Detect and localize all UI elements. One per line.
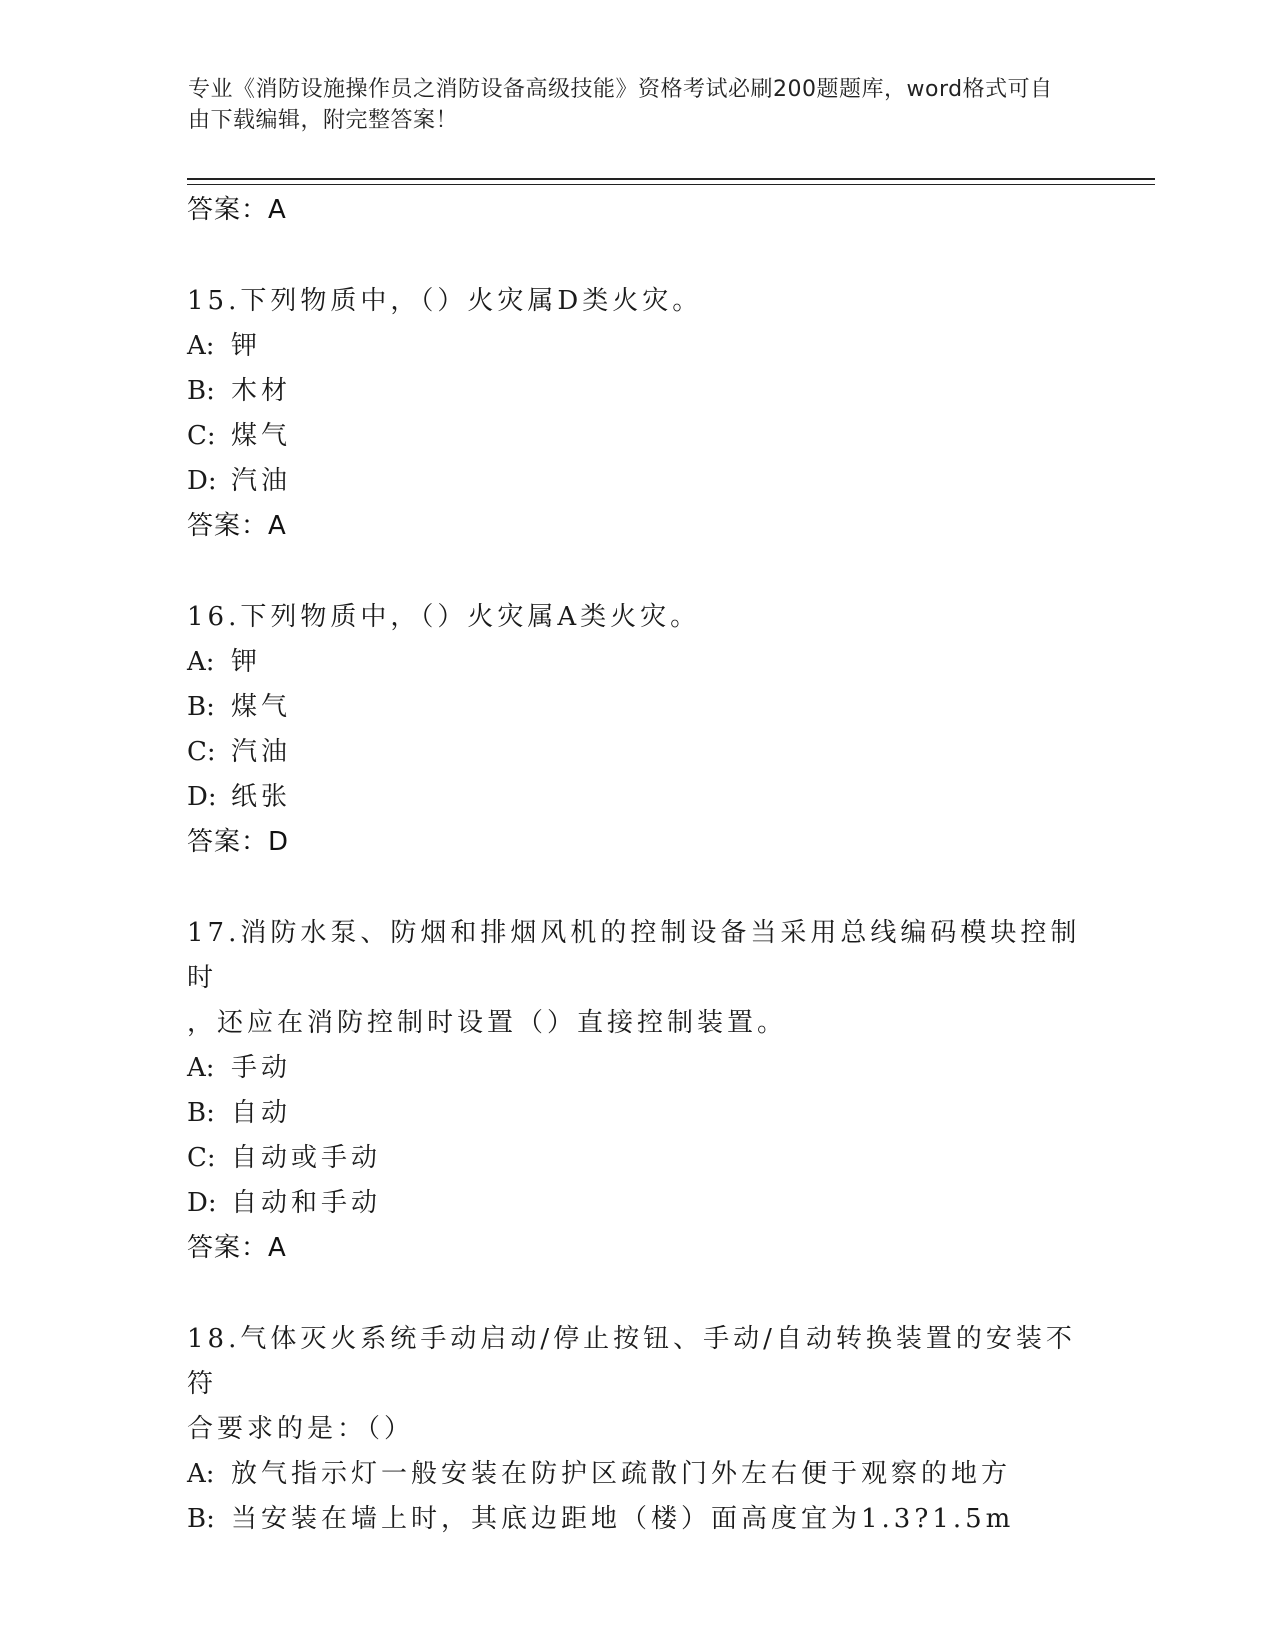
option-a <box>187 1046 1087 1091</box>
question-text-line-1: 17.消防水泵、防烟和排烟风机的控制设备当采用总线编码模块控制时 <box>187 918 1081 993</box>
option-a <box>187 640 1087 685</box>
option-letter: D: <box>187 466 217 496</box>
option-c <box>187 730 1087 775</box>
option-a <box>187 1452 1087 1497</box>
option-letter: C: <box>187 1143 216 1173</box>
option-text: 放气指示灯一般安装在防护区疏散门外左右便于观察的地方 <box>231 1459 1012 1489</box>
page-header <box>188 74 1068 136</box>
option-letter: D: <box>187 1188 217 1218</box>
option-text: 木材 <box>231 376 292 406</box>
option-letter: C: <box>187 737 216 767</box>
answer-line: 答案：A <box>187 1233 287 1263</box>
header-text: 专业《消防设施操作员之消防设备高级技能》资格考试必刷200题题库，word格式可自由下载编辑，附完整答案！ <box>188 77 1053 133</box>
option-letter: D: <box>187 782 217 812</box>
header-divider-thick <box>187 178 1155 180</box>
question-text-line-2: ，还应在消防控制时设置（）直接控制装置。 <box>187 1008 788 1038</box>
option-c <box>187 414 1087 459</box>
header-divider-thin <box>187 184 1155 185</box>
option-letter: A: <box>187 647 215 677</box>
answer-line: 答案：A <box>187 195 287 225</box>
option-d <box>187 459 1087 504</box>
answer-line: 答案：D <box>187 827 290 857</box>
option-letter: B: <box>187 376 215 406</box>
question-text-line-2: 合要求的是：（） <box>187 1414 415 1444</box>
question-block <box>187 279 1087 549</box>
option-c <box>187 1136 1087 1181</box>
option-b <box>187 1497 1087 1542</box>
option-text: 当安装在墙上时，其底边距地（楼）面高度宜为1.3?1.5m <box>231 1504 1015 1534</box>
option-text: 汽油 <box>231 466 292 496</box>
option-text: 自动 <box>231 1098 292 1128</box>
option-text: 煤气 <box>231 421 292 451</box>
option-text: 纸张 <box>231 782 292 812</box>
question-block <box>187 595 1087 865</box>
option-a <box>187 324 1087 369</box>
option-text: 汽油 <box>231 737 292 767</box>
option-letter: A: <box>187 1053 215 1083</box>
option-text: 自动和手动 <box>231 1188 382 1218</box>
question-text: 15.下列物质中，（）火灾属D类火灾。 <box>187 286 703 316</box>
option-letter: C: <box>187 421 216 451</box>
option-b <box>187 1091 1087 1136</box>
question-block <box>187 911 1087 1271</box>
option-letter: B: <box>187 1098 215 1128</box>
question-list <box>187 188 1087 1542</box>
option-letter: A: <box>187 1459 215 1489</box>
option-b <box>187 369 1087 414</box>
option-text: 钾 <box>231 647 262 677</box>
option-letter: B: <box>187 692 215 722</box>
option-text: 手动 <box>231 1053 292 1083</box>
option-d <box>187 775 1087 820</box>
option-b <box>187 685 1087 730</box>
answer-line: 答案：A <box>187 511 287 541</box>
question-text-line-1: 18.气体灭火系统手动启动/停止按钮、手动/自动转换装置的安装不符 <box>187 1324 1076 1399</box>
question-block <box>187 1317 1087 1542</box>
option-text: 煤气 <box>231 692 292 722</box>
option-d <box>187 1181 1087 1226</box>
option-letter: A: <box>187 331 215 361</box>
option-text: 自动或手动 <box>231 1143 382 1173</box>
option-text: 钾 <box>231 331 262 361</box>
option-letter: B: <box>187 1504 215 1534</box>
question-text: 16.下列物质中，（）火灾属A类火灾。 <box>187 602 701 632</box>
